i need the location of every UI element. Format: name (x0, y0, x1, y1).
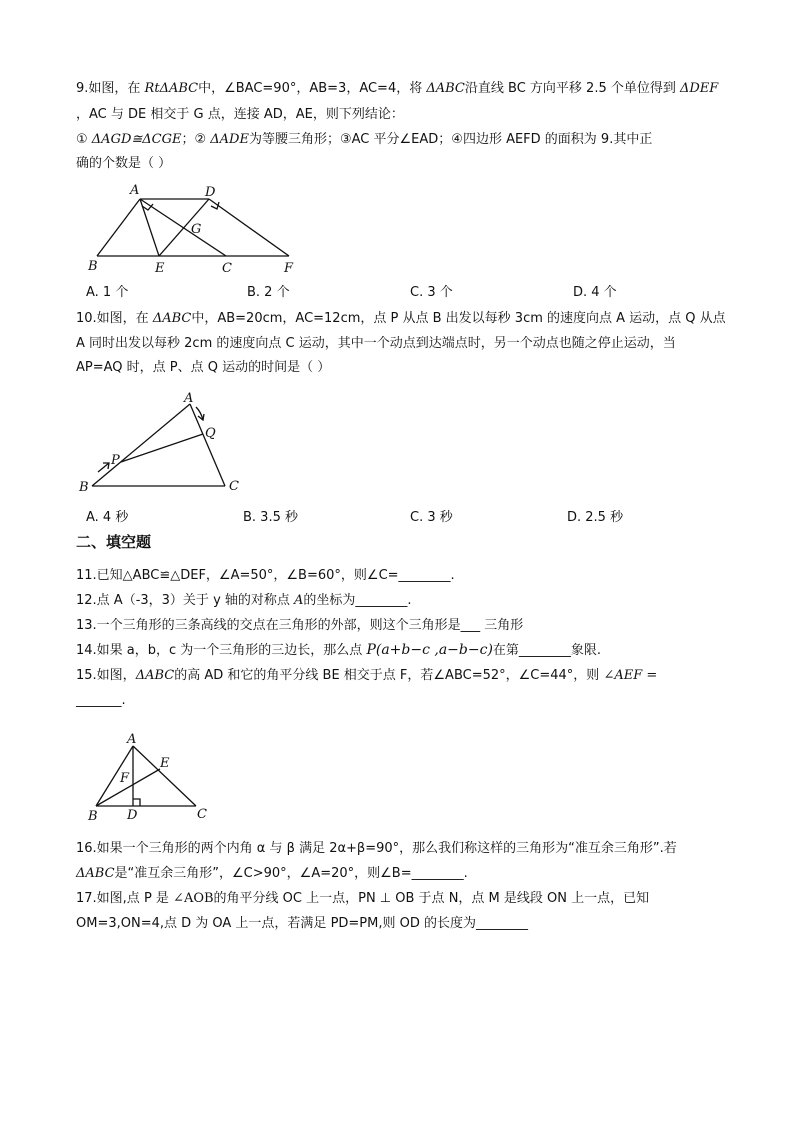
q9-line-2: ，AC 与 DE 相交于 G 点，连接 AD，AE，则下列结论： (76, 107, 404, 122)
q9-option-a[interactable]: A. 1 个 (86, 285, 129, 300)
q10-line-2: A 同时出发以每秒 2cm 的速度向点 C 运动，其中一个动点到达端点时，另一个动点也随之停止运动，当 (76, 336, 676, 351)
q12: 12.点 A（-3，3）关于 y 轴的对称点 A的坐标为________. (76, 593, 412, 608)
q10-label-Q: Q (205, 426, 216, 441)
q16-line-2: ΔABC是“准互余三角形”，∠C>90°，∠A=20°，则∠B=________. (76, 866, 468, 881)
q9-line-1: 9.如图，在 RtΔABC中，∠BAC=90°，AB=3，AC=4，将 ΔABC沿直线 BC 方向平移 2.5 个单位得到 ΔDEF (76, 81, 719, 96)
q9-label-F: F (284, 261, 294, 276)
q15-label-A: A (127, 732, 137, 747)
q11: 11.已知△ABC≌△DEF，∠A=50°，∠B=60°，则∠C=________. (76, 568, 455, 583)
q9-label-A: A (130, 183, 140, 198)
q10-line-3: AP=AQ 时，点 P、点 Q 运动的时间是（ ） (76, 360, 331, 375)
q15-line-2: _______. (76, 693, 126, 708)
q9-option-d[interactable]: D. 4 个 (573, 285, 617, 300)
q10-option-c[interactable]: C. 3 秒 (410, 510, 453, 525)
q17-line-1: 17.如图,点 P 是 ∠AOB的角平分线 OC 上一点，PN ⊥ OB 于点 N，点 M 是线段 ON 上一点，已知 (76, 891, 650, 906)
q15-label-E: E (160, 756, 170, 771)
q17-line-2: OM=3,ON=4,点 D 为 OA 上一点，若满足 PD=PM,则 OD 的长度为________ (76, 916, 529, 931)
q9-label-E: E (155, 261, 165, 276)
q10-label-A: A (184, 391, 194, 406)
q9-label-C: C (222, 261, 232, 276)
q10-option-a[interactable]: A. 4 秒 (86, 510, 129, 525)
q9-option-b[interactable]: B. 2 个 (247, 285, 290, 300)
q10-label-P: P (111, 453, 120, 468)
q10-label-B: B (79, 480, 89, 495)
q13: 13.一个三角形的三条高线的交点在三角形的外部，则这个三角形是___ 三角形 (76, 618, 524, 633)
q15-label-D: D (127, 808, 138, 823)
section-title-fill-in: 二、填空题 (76, 533, 152, 551)
q9-rt: Rt (144, 81, 160, 96)
q15-line-1: 15.如图，ΔABC的高 AD 和它的角平分线 BE 相交于点 F，若∠ABC=52°，∠C=44°，则 ∠AEF = (76, 668, 658, 683)
q9-line-3: ① ΔAGD≅ΔCGE；② ΔADE为等腰三角形；③AC 平分∠EAD；④四边形 AEFD 的面积为 9.其中正 (76, 132, 653, 147)
q15-line-AC (133, 746, 196, 806)
q15-label-C: C (197, 807, 207, 822)
q14: 14.如果 a，b，c 为一个三角形的三边长，那么点 P(a+b−c ,a−b−c)在第________象限. (76, 642, 602, 658)
q16-line-1: 16.如果一个三角形的两个内角 α 与 β 满足 2α+β=90°，那么我们称这样的三角形为“准互余三角形”.若 (76, 841, 677, 856)
q15-label-F: F (120, 771, 130, 786)
q10-line-1: 10.如图，在 ΔABC中，AB=20cm，AC=12cm，点 P 从点 B 出发以每秒 3cm 的速度向点 A 运动，点 Q 从点 (76, 311, 726, 326)
q9-label-D: D (205, 185, 216, 200)
q9-option-c[interactable]: C. 3 个 (410, 285, 453, 300)
q10-label-C: C (229, 479, 239, 494)
q9-line-4: 确的个数是（ ） (76, 156, 172, 171)
q15-label-B: B (88, 809, 98, 824)
q9-label-B: B (88, 259, 98, 274)
q10-option-d[interactable]: D. 2.5 秒 (567, 510, 624, 525)
q9-label-G: G (191, 222, 202, 237)
q15-right-angle-D (133, 799, 140, 806)
q10-option-b[interactable]: B. 3.5 秒 (243, 510, 298, 525)
